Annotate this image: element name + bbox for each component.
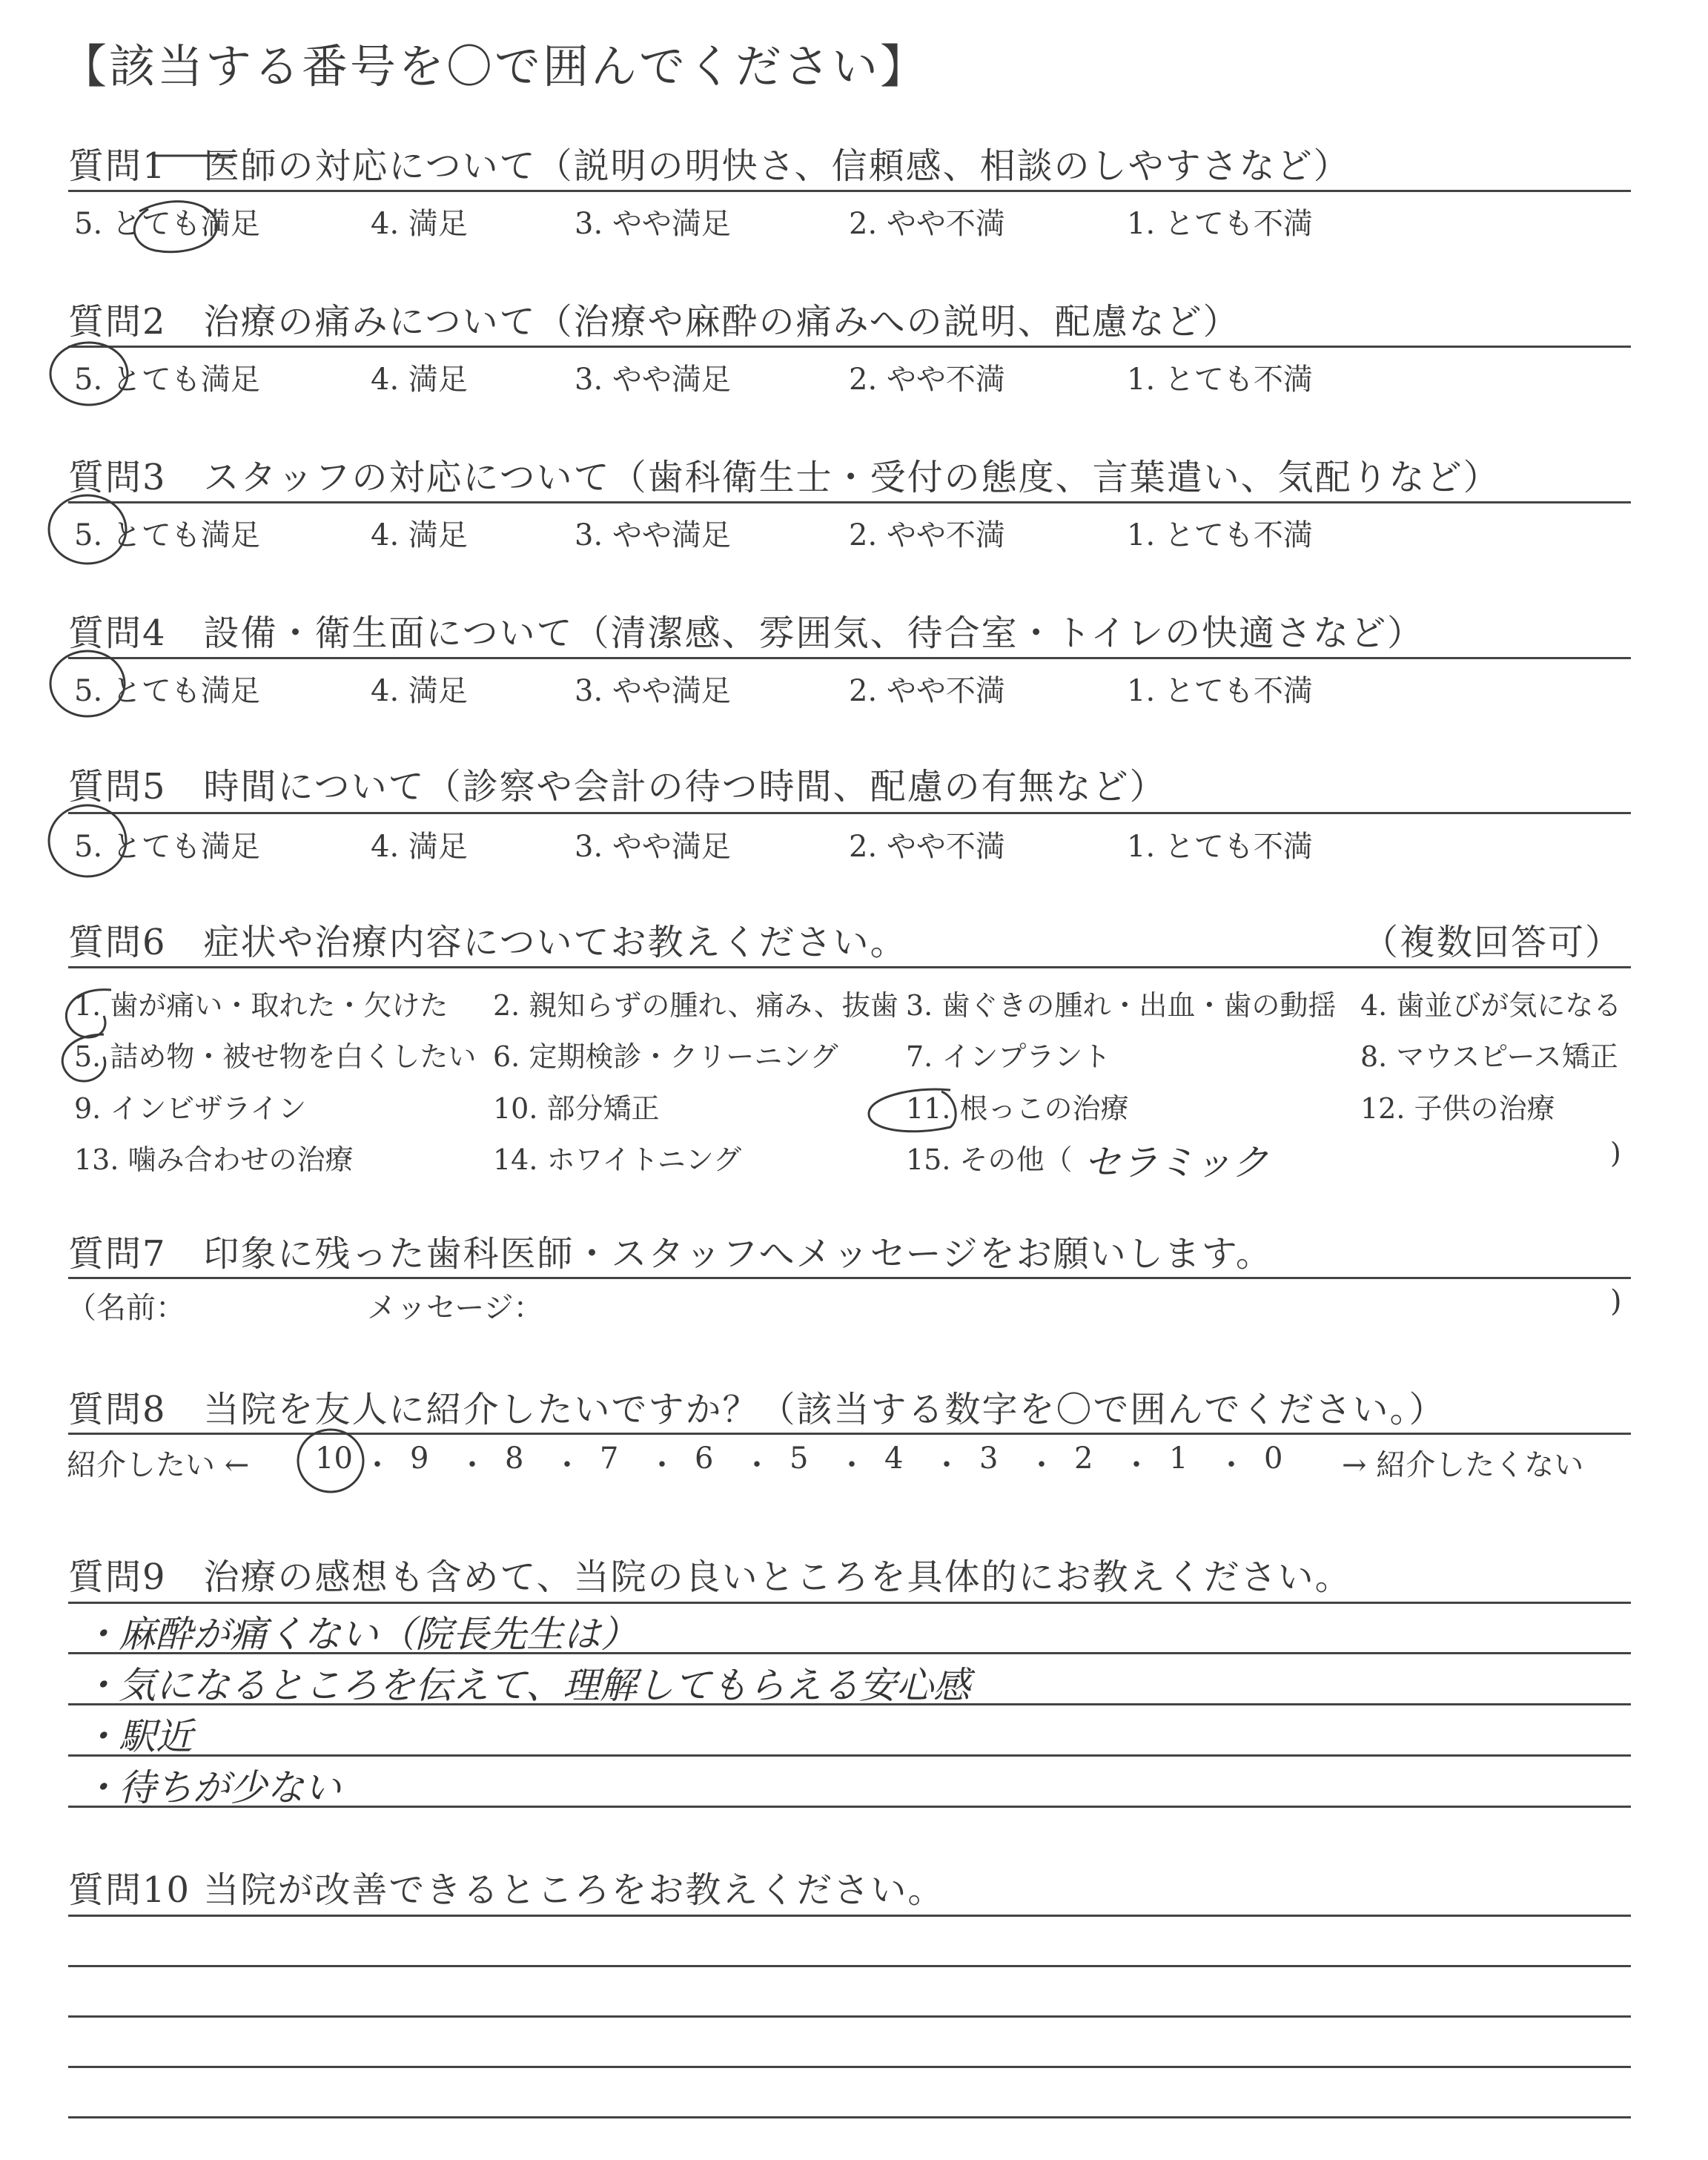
q6-note: （複数回答可） xyxy=(1363,922,1623,963)
q8-scale-value-3[interactable]: 3 xyxy=(979,1441,999,1476)
q9-answer-4[interactable]: ・待ちが少ない xyxy=(82,1766,341,1809)
q2-option-3[interactable]: 3. やや満足 xyxy=(575,363,731,397)
q5-option-3[interactable]: 3. やや満足 xyxy=(575,830,731,864)
q9-answer-2[interactable]: ・気になるところを伝えて、理解してもらえる安心感 xyxy=(82,1664,970,1707)
q4-option-1[interactable]: 1. とても不満 xyxy=(1127,674,1313,708)
q8-scale-value-2[interactable]: 2 xyxy=(1074,1441,1093,1476)
q4-option-3[interactable]: 3. やや満足 xyxy=(575,674,731,708)
q8-scale-separator: ・ xyxy=(457,1448,487,1482)
q9-rule-4 xyxy=(68,1754,1631,1757)
survey-heading: 【該当する番号を〇で囲んでください】 xyxy=(61,39,929,93)
q10-rule-2 xyxy=(68,1965,1631,1967)
q3-option-5[interactable]: 5. とても満足 xyxy=(74,518,260,552)
q10-rule-3 xyxy=(68,2015,1631,2018)
q5-option-5[interactable]: 5. とても満足 xyxy=(74,830,260,864)
q5-rule xyxy=(68,812,1631,814)
q7-message-label: メッセージ： xyxy=(367,1291,543,1325)
q1-option-2[interactable]: 2. やや不満 xyxy=(849,207,1005,241)
q9-answer-3[interactable]: ・駅近 xyxy=(82,1715,193,1758)
q8-scale-value-6[interactable]: 6 xyxy=(695,1441,714,1476)
q7-name-label: （名前： xyxy=(67,1291,185,1325)
q8-title: 質問8 当院を友人に紹介したいですか？（該当する数字を〇で囲んでください。） xyxy=(68,1389,1446,1430)
q6-option-14[interactable]: 14. ホワイトニング xyxy=(493,1143,742,1176)
q8-left-label: 紹介したい ← xyxy=(67,1448,250,1482)
q6-title: 質問6 症状や治療内容についてお教えください。 xyxy=(68,922,907,963)
q1-option-4[interactable]: 4. 満足 xyxy=(371,207,468,241)
q8-scale-value-1[interactable]: 1 xyxy=(1169,1441,1188,1476)
q3-rule xyxy=(68,501,1631,503)
q5-title: 質問5 時間について（診察や会計の待つ時間、配慮の有無など） xyxy=(68,766,1167,807)
q8-scale-separator: ・ xyxy=(552,1448,582,1482)
q8-scale-separator: ・ xyxy=(1217,1448,1246,1482)
q3-option-3[interactable]: 3. やや満足 xyxy=(575,518,731,552)
q8-rule xyxy=(68,1433,1631,1435)
q4-option-2[interactable]: 2. やや不満 xyxy=(849,674,1005,708)
q3-option-1[interactable]: 1. とても不満 xyxy=(1127,518,1313,552)
q7-title: 質問7 印象に残った歯科医師・スタッフへメッセージをお願いします。 xyxy=(68,1233,1273,1275)
q8-scale-value-4[interactable]: 4 xyxy=(884,1441,904,1476)
q3-option-2[interactable]: 2. やや不満 xyxy=(849,518,1005,552)
q8-scale-separator: ・ xyxy=(1027,1448,1056,1482)
q6-other-close: ) xyxy=(1610,1137,1621,1169)
q3-title: 質問3 スタッフの対応について（歯科衛生士・受付の態度、言葉遣い、気配りなど） xyxy=(68,457,1500,498)
q8-scale-value-8[interactable]: 8 xyxy=(505,1441,524,1476)
q4-option-4[interactable]: 4. 満足 xyxy=(371,674,468,708)
q8-scale-separator: ・ xyxy=(932,1448,961,1482)
q9-rule-1 xyxy=(68,1602,1631,1604)
q6-option-6[interactable]: 6. 定期検診・クリーニング xyxy=(493,1040,838,1073)
q9-answer-1[interactable]: ・麻酔が痛くない（院長先生は） xyxy=(82,1613,638,1656)
q5-option-1[interactable]: 1. とても不満 xyxy=(1127,830,1313,864)
q8-scale-value-7[interactable]: 7 xyxy=(600,1441,619,1476)
q6-option-11[interactable]: 11. 根っこの治療 xyxy=(906,1092,1129,1125)
q3-option-4[interactable]: 4. 満足 xyxy=(371,518,468,552)
q1-option-5[interactable]: 5. とても満足 xyxy=(74,207,260,241)
q6-option-7[interactable]: 7. インプラント xyxy=(906,1040,1111,1073)
q8-right-label: → 紹介したくない xyxy=(1342,1448,1584,1482)
q6-option-12[interactable]: 12. 子供の治療 xyxy=(1360,1092,1555,1125)
q8-scale-separator: ・ xyxy=(742,1448,772,1482)
q6-option-4[interactable]: 4. 歯並びが気になる xyxy=(1360,989,1622,1022)
q6-option-13[interactable]: 13. 噛み合わせの治療 xyxy=(74,1143,354,1176)
q6-option-9[interactable]: 9. インビザライン xyxy=(74,1092,307,1125)
q2-option-5[interactable]: 5. とても満足 xyxy=(74,363,260,397)
q6-rule xyxy=(68,966,1631,968)
q6-option-15[interactable]: 15. その他（ xyxy=(906,1143,1073,1176)
q9-title: 質問9 治療の感想も含めて、当院の良いところを具体的にお教えください。 xyxy=(68,1556,1352,1598)
q2-title: 質問2 治療の痛みについて（治療や麻酔の痛みへの説明、配慮など） xyxy=(68,301,1240,343)
q2-rule xyxy=(68,346,1631,348)
q8-scale-separator: ・ xyxy=(363,1448,392,1482)
q6-option-8[interactable]: 8. マウスピース矯正 xyxy=(1360,1040,1618,1073)
q1-option-1[interactable]: 1. とても不満 xyxy=(1127,207,1313,241)
q1-rule xyxy=(68,190,1631,192)
q6-option-2[interactable]: 2. 親知らずの腫れ、痛み、抜歯 xyxy=(493,989,898,1022)
q1-title: 質問1 医師の対応について（説明の明快さ、信頼感、相談のしやすさなど） xyxy=(68,145,1351,187)
q8-scale-value-0[interactable]: 0 xyxy=(1264,1441,1283,1476)
q2-option-4[interactable]: 4. 満足 xyxy=(371,363,468,397)
q7-rule xyxy=(68,1277,1631,1279)
q10-title: 質問10 当院が改善できるところをお教えください。 xyxy=(68,1869,945,1911)
q4-rule xyxy=(68,657,1631,659)
q2-option-2[interactable]: 2. やや不満 xyxy=(849,363,1005,397)
q6-option-1[interactable]: 1. 歯が痛い・取れた・欠けた xyxy=(74,989,448,1022)
q8-scale-separator: ・ xyxy=(647,1448,677,1482)
q8-scale-separator: ・ xyxy=(837,1448,867,1482)
q2-option-1[interactable]: 1. とても不満 xyxy=(1127,363,1313,397)
q8-scale-value-5[interactable]: 5 xyxy=(790,1441,809,1476)
q4-option-5[interactable]: 5. とても満足 xyxy=(74,674,260,708)
q5-option-4[interactable]: 4. 満足 xyxy=(371,830,468,864)
q8-scale-separator: ・ xyxy=(1122,1448,1151,1482)
q4-title: 質問4 設備・衛生面について（清潔感、雰囲気、待合室・トイレの快適さなど） xyxy=(68,612,1425,654)
q8-scale-value-9[interactable]: 9 xyxy=(410,1441,429,1476)
q10-rule-1 xyxy=(68,1915,1631,1917)
q6-other-text[interactable]: セラミック xyxy=(1084,1141,1268,1184)
q10-rule-5 xyxy=(68,2116,1631,2118)
q6-option-5[interactable]: 5. 詰め物・被せ物を白くしたい xyxy=(74,1040,477,1073)
q7-close: ) xyxy=(1610,1284,1622,1318)
q6-option-3[interactable]: 3. 歯ぐきの腫れ・出血・歯の動揺 xyxy=(906,989,1337,1022)
q1-option-3[interactable]: 3. やや満足 xyxy=(575,207,731,241)
q6-option-10[interactable]: 10. 部分矯正 xyxy=(493,1092,660,1125)
q10-rule-4 xyxy=(68,2066,1631,2068)
q8-scale-value-10[interactable]: 10 xyxy=(315,1441,353,1476)
q5-option-2[interactable]: 2. やや不満 xyxy=(849,830,1005,864)
